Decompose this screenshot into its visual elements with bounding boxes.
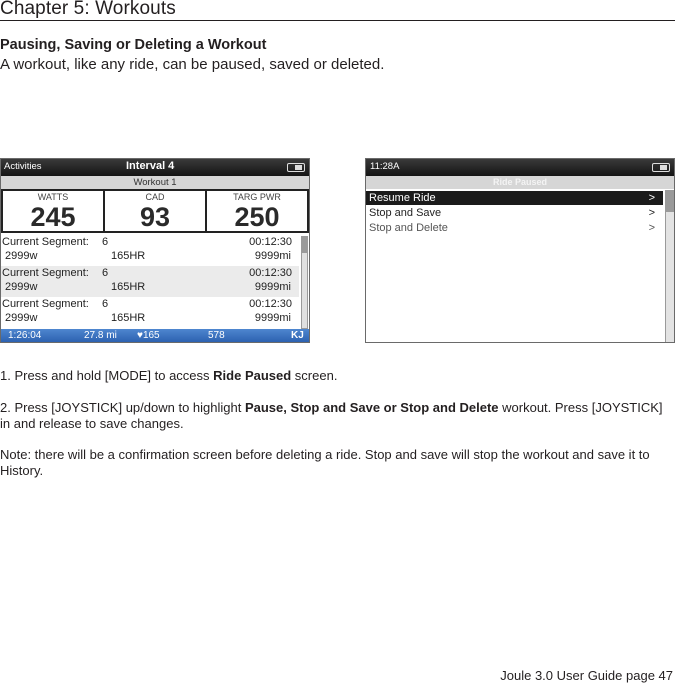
menu-item-label: Stop and Save [369, 207, 442, 219]
segment-row [1, 235, 299, 266]
intro-text: A workout, like any ride, can be paused, saved or deleted. [0, 56, 385, 73]
header-rule [0, 20, 675, 21]
scrollbar-thumb[interactable] [302, 237, 307, 253]
menu-item-stop-and-save[interactable] [366, 206, 663, 220]
metric-label: WATTS [37, 192, 69, 202]
segment-distance: 9999mi [254, 312, 291, 324]
step-text: 1. Press and hold [MODE] to access [0, 368, 214, 383]
segment-label: Current Segment: [2, 267, 89, 279]
battery-icon [287, 163, 305, 172]
step-highlight: Ride Paused [213, 368, 292, 383]
segment-time: 00:12:30 [249, 298, 292, 310]
segment-hr: 165HR [111, 250, 146, 262]
user-initials: KJ [291, 330, 304, 341]
metric-value: 93 [139, 202, 171, 232]
metric-cadence [103, 189, 207, 233]
menu-item-label: Resume Ride [369, 192, 436, 204]
chevron-right-icon: > [648, 192, 655, 204]
activities-label: Activities [4, 161, 42, 172]
battery-icon [652, 163, 670, 172]
menu-item-resume-ride[interactable] [366, 191, 663, 205]
chevron-right-icon: > [648, 207, 655, 219]
workout-screen [0, 158, 310, 343]
menu-item-stop-and-delete[interactable] [366, 221, 663, 235]
segment-time: 00:12:30 [249, 236, 292, 248]
segment-watts: 2999w [5, 250, 38, 262]
metric-label: TARG PWR [233, 192, 281, 202]
step-text: screen. [291, 368, 338, 383]
instruction-step-1 [0, 368, 672, 384]
menu-item-label: Stop and Delete [369, 222, 448, 234]
step-highlight: Pause, Stop and Save or Stop and Delete [244, 400, 499, 415]
segment-hr: 165HR [111, 312, 146, 324]
clock-time: 11:28A [370, 161, 400, 172]
ride-distance: 27.8 mi [84, 330, 117, 341]
ride-status-bar [1, 329, 309, 343]
ride-heart-rate: ♥165 [137, 330, 160, 341]
step-text: workout. Press [JOYSTICK] in and release to save changes. [0, 400, 663, 431]
section-heading: Pausing, Saving or Deleting a Workout [0, 37, 267, 53]
segment-label: Current Segment: [2, 236, 89, 248]
ride-power: 578 [208, 330, 225, 341]
segment-hr: 165HR [111, 281, 146, 293]
metric-value: 245 [30, 202, 76, 232]
segment-row [1, 266, 299, 297]
interval-title: Interval 4 [126, 160, 175, 172]
segment-watts: 2999w [5, 312, 38, 324]
scrollbar-thumb[interactable] [666, 190, 674, 212]
chapter-title: Chapter 5: Workouts [0, 0, 176, 19]
segment-distance: 9999mi [254, 281, 291, 293]
segment-distance: 9999mi [254, 250, 291, 262]
step-text: 2. Press [JOYSTICK] up/down to highlight [0, 400, 245, 415]
segment-label: Current Segment: [2, 298, 89, 310]
metric-value: 250 [234, 202, 280, 232]
page-footer: Joule 3.0 User Guide page 47 [500, 668, 673, 683]
segment-number: 6 [102, 267, 109, 279]
note-text: Note: there will be a confirmation screen before deleting a ride. Stop and save will stop the workout and save it to History. [0, 447, 650, 478]
ride-paused-header [366, 159, 674, 176]
metric-label: CAD [145, 192, 165, 202]
metric-target-power [205, 189, 309, 233]
workout-screen-header [1, 159, 309, 176]
segment-scrollbar[interactable] [301, 236, 308, 329]
segment-row [1, 297, 299, 328]
menu-scrollbar[interactable] [665, 190, 674, 343]
ride-time: 1:26:04 [8, 330, 42, 341]
workout-subheader: Workout 1 [1, 176, 309, 189]
segment-time: 00:12:30 [249, 267, 292, 279]
instruction-step-2 [0, 400, 672, 432]
segment-number: 6 [102, 236, 109, 248]
metric-watts [1, 189, 105, 233]
chevron-right-icon: > [648, 222, 655, 234]
segment-watts: 2999w [5, 281, 38, 293]
ride-paused-screen [365, 158, 675, 343]
ride-paused-title: Ride Paused [366, 176, 674, 189]
segment-number: 6 [102, 298, 109, 310]
